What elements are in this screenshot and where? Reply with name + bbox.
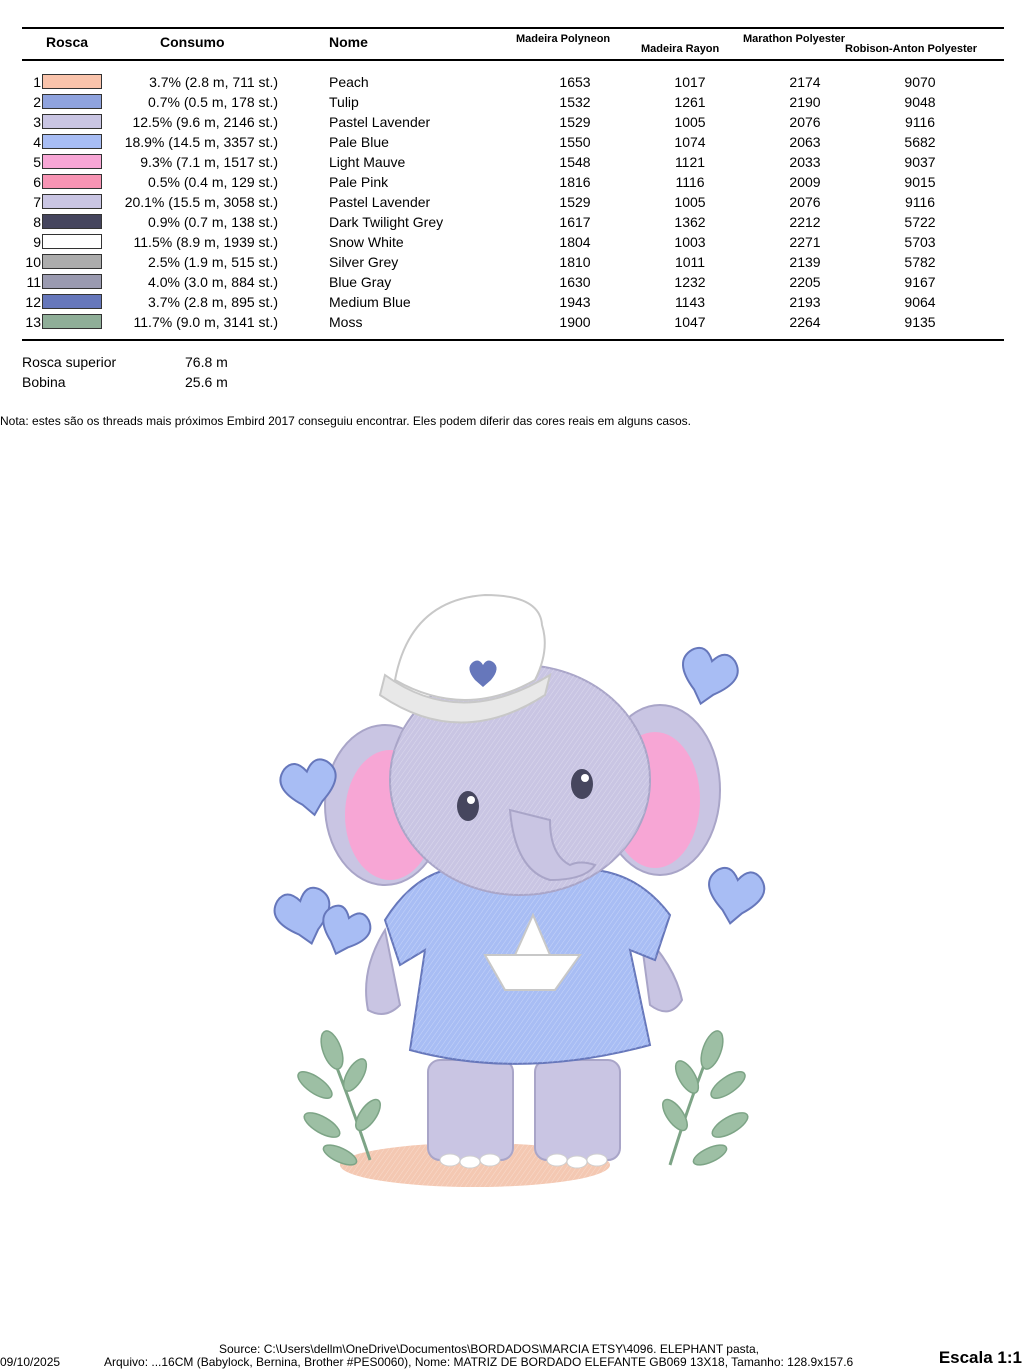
thread-row [0,152,1024,172]
color-swatch [42,254,102,269]
row-number: 10 [25,254,41,270]
thread-row [0,192,1024,212]
row-consumo: 18.9% (14.5 m, 3357 st.) [124,134,278,150]
color-swatch [42,214,102,229]
row-madeira-polyneon: 1548 [559,154,591,170]
row-marathon: 2174 [789,74,821,90]
row-consumo: 9.3% (7.1 m, 1517 st.) [140,154,278,170]
row-madeira-polyneon: 1630 [559,274,591,290]
table-bottom-rule [22,339,1004,341]
embroidery-design-preview [250,580,770,1200]
row-name: Silver Grey [329,254,399,270]
row-number: 2 [33,94,41,110]
row-name: Pastel Lavender [329,114,431,130]
elephant-leg-right [535,1060,620,1160]
row-number: 8 [33,214,41,230]
thread-row [0,292,1024,312]
row-number: 7 [33,194,41,210]
row-name: Blue Gray [329,274,392,290]
row-consumo: 12.5% (9.6 m, 2146 st.) [132,114,278,130]
color-swatch [42,154,102,169]
row-number: 11 [26,274,41,290]
row-marathon: 2139 [789,254,821,270]
table-header-rule [22,59,1004,61]
row-madeira-polyneon: 1529 [559,114,591,130]
color-swatch [42,94,102,109]
table-top-rule [22,27,1004,29]
row-madeira-rayon: 1143 [674,294,706,310]
thread-row [0,92,1024,112]
elephant-eye-right [571,769,593,799]
row-number: 4 [33,134,41,150]
sailor-hat [395,595,545,700]
thread-row [0,272,1024,292]
row-marathon: 2076 [789,194,821,210]
footer-file-info: Arquivo: ...16CM (Babylock, Bernina, Brother #PES0060), Nome: MATRIZ DE BORDADO ELEFANTE GB069 13X18, Tamanho: 128.9x157.6 [104,1355,854,1369]
thread-row [0,72,1024,92]
row-robison: 9116 [904,114,936,130]
row-madeira-rayon: 1005 [674,194,706,210]
row-madeira-rayon: 1005 [674,114,706,130]
row-madeira-rayon: 1261 [674,94,706,110]
row-madeira-polyneon: 1943 [559,294,591,310]
row-robison: 5703 [904,234,936,250]
thread-row [0,212,1024,232]
row-number: 6 [33,174,41,190]
row-madeira-polyneon: 1900 [559,314,591,330]
row-consumo: 11.7% (9.0 m, 3141 st.) [133,314,278,330]
color-swatch [42,274,102,289]
row-number: 3 [33,114,41,130]
row-consumo: 4.0% (3.0 m, 884 st.) [148,274,278,290]
color-swatch [42,174,102,189]
row-madeira-rayon: 1047 [674,314,706,330]
row-consumo: 3.7% (2.8 m, 711 st.) [149,74,278,90]
row-number: 12 [25,294,41,310]
row-name: Snow White [329,234,404,250]
row-madeira-polyneon: 1810 [559,254,591,270]
row-number: 13 [25,314,41,330]
row-marathon: 2190 [789,94,821,110]
thread-row [0,172,1024,192]
row-robison: 5782 [904,254,936,270]
row-name: Moss [329,314,363,330]
header-madeira-rayon: Madeira Rayon [641,43,720,55]
row-madeira-rayon: 1362 [674,214,706,230]
row-madeira-polyneon: 1550 [559,134,591,150]
row-robison: 9064 [904,294,936,310]
row-marathon: 2212 [789,214,821,230]
row-name: Light Mauve [329,154,406,170]
row-marathon: 2009 [789,174,821,190]
header-robison: Robison-Anton Polyester [845,43,978,55]
thread-row [0,112,1024,132]
summary-bobbin-value: 25.6 m [185,374,228,390]
leaf-sprig-left [294,1028,385,1169]
row-madeira-polyneon: 1804 [559,234,591,250]
row-madeira-rayon: 1074 [674,134,706,150]
row-robison: 5722 [904,214,936,230]
row-madeira-polyneon: 1529 [559,194,591,210]
header-nome: Nome [329,34,368,50]
row-robison: 9116 [904,194,936,210]
row-madeira-rayon: 1232 [674,274,706,290]
header-madeira-polyneon: Madeira Polyneon [516,33,611,45]
thread-row [0,232,1024,252]
row-consumo: 0.9% (0.7 m, 138 st.) [148,214,278,230]
row-madeira-polyneon: 1617 [559,214,591,230]
row-robison: 9037 [904,154,936,170]
row-number: 1 [33,74,41,90]
footer-date: 09/10/2025 [0,1355,61,1369]
footer-source-path: Source: C:\Users\dellm\OneDrive\Documentos\BORDADOS\MARCIA ETSY\4096. ELEPHANT pasta, [219,1342,759,1356]
row-robison: 9070 [904,74,936,90]
row-robison: 9048 [904,94,936,110]
leaf-sprig-right [658,1028,751,1169]
row-name: Tulip [329,94,359,110]
row-robison: 9015 [904,174,936,190]
row-robison: 9167 [904,274,936,290]
row-name: Dark Twilight Grey [329,214,444,230]
row-robison: 9135 [904,314,936,330]
row-madeira-rayon: 1017 [674,74,706,90]
row-marathon: 2076 [789,114,821,130]
row-consumo: 3.7% (2.8 m, 895 st.) [148,294,278,310]
color-swatch [42,194,102,209]
color-swatch [42,234,102,249]
summary-top-thread-label: Rosca superior [22,354,117,370]
row-marathon: 2033 [789,154,821,170]
row-name: Pale Pink [329,174,389,190]
thread-row [0,312,1024,332]
color-swatch [42,134,102,149]
row-name: Pale Blue [329,134,389,150]
summary-bobbin-label: Bobina [22,374,66,390]
row-madeira-polyneon: 1532 [559,94,591,110]
thread-row [0,132,1024,152]
row-consumo: 11.5% (8.9 m, 1939 st.) [133,234,278,250]
color-swatch [42,314,102,329]
elephant-eye-left [457,791,479,821]
row-madeira-rayon: 1011 [674,254,706,270]
color-swatch [42,114,102,129]
row-consumo: 20.1% (15.5 m, 3058 st.) [124,194,278,210]
row-consumo: 2.5% (1.9 m, 515 st.) [148,254,278,270]
row-madeira-rayon: 1003 [674,234,706,250]
row-robison: 5682 [904,134,936,150]
thread-row [0,252,1024,272]
color-swatch [42,74,102,89]
row-madeira-polyneon: 1816 [559,174,591,190]
header-marathon: Marathon Polyester [743,33,846,45]
elephant-leg-left [428,1060,513,1160]
color-swatch [42,294,102,309]
row-consumo: 0.7% (0.5 m, 178 st.) [148,94,278,110]
row-madeira-rayon: 1116 [675,174,705,190]
row-madeira-polyneon: 1653 [559,74,591,90]
row-marathon: 2205 [789,274,821,290]
row-marathon: 2193 [789,294,821,310]
header-rosca: Rosca [46,34,89,50]
header-consumo: Consumo [160,34,225,50]
row-marathon: 2264 [789,314,821,330]
row-name: Peach [329,74,369,90]
row-marathon: 2063 [789,134,821,150]
summary-top-thread-value: 76.8 m [185,354,228,370]
row-number: 5 [33,154,41,170]
row-madeira-rayon: 1121 [674,154,706,170]
row-name: Pastel Lavender [329,194,431,210]
footer-scale: Escala 1:1 [938,1348,1022,1367]
row-consumo: 0.5% (0.4 m, 129 st.) [148,174,278,190]
row-marathon: 2271 [789,234,821,250]
row-number: 9 [33,234,41,250]
thread-note: Nota: estes são os threads mais próximos Embird 2017 conseguiu encontrar. Eles podem diferir das cores reais em alguns casos. [0,414,692,428]
row-name: Medium Blue [329,294,411,310]
